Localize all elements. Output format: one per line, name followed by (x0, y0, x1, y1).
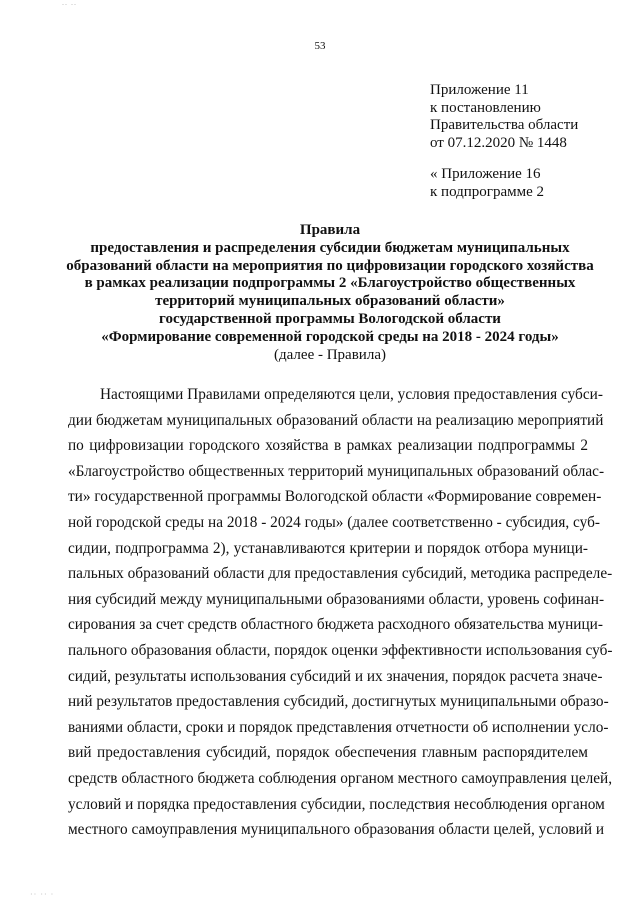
document-title (60, 222, 600, 364)
appendix-line: от 07.12.2020 № 1448 (430, 134, 567, 151)
body-line: ний результатов предоставления субсидий, достигнутых муниципальными образо- (68, 693, 609, 711)
body-line: по цифровизации городского хозяйства в рамках реализации подпрограммы 2 (68, 437, 588, 455)
appendix-line: к постановлению (430, 99, 541, 116)
body-line: пальных образований области для предоставления субсидий, методика распределе- (68, 565, 613, 583)
body-line: условий и порядка предоставления субсидии, последствия несоблюдения органом (68, 795, 605, 813)
body-line: Настоящими Правилами определяются цели, условия предоставления субси- (100, 386, 603, 403)
title-line: «Формирование современной городской среды на 2018 - 2024 годы» (101, 328, 559, 345)
subprogram-appendix-reference (430, 166, 544, 201)
appendix-sub-line: « Приложение 16 (430, 166, 541, 182)
body-line: вий предоставления субсидий, порядок обеспечения главным распорядителем (68, 744, 588, 762)
title-heading: Правила (299, 222, 361, 238)
appendix-reference (430, 82, 578, 152)
scan-artifact-bottom: ·· ·· · (30, 890, 55, 899)
appendix-line: Правительства области (430, 117, 579, 133)
appendix-sub-line: к подпрограмме 2 (430, 183, 544, 200)
body-line: ния субсидий между муниципальными образованиями области, уровень софинан- (68, 590, 605, 608)
title-note: (далее - Правила) (274, 346, 386, 363)
body-line: ной городской среды на 2018 - 2024 годы» (далее соответственно - субсидия, суб- (68, 513, 600, 531)
appendix-line: Приложение 11 (430, 82, 529, 98)
body-paragraph (68, 382, 613, 843)
scan-artifact-top: .. .. (62, 0, 77, 7)
body-line: «Благоустройство общественных территорий муниципальных образований облас- (68, 462, 605, 480)
body-line: ваниями области, сроки и порядок представления отчетности об исполнении усло- (68, 718, 609, 736)
body-line: пального образования области, порядок оценки эффективности использования суб- (68, 641, 613, 659)
body-line: местного самоуправления муниципального образования области целей, условий и (68, 821, 605, 839)
title-line: предоставления и распределения субсидии бюджетам муниципальных (90, 239, 570, 256)
body-line: средств областного бюджета соблюдения органом местного самоуправления целей, (68, 769, 613, 787)
body-line: сидии, подпрограмма 2), устанавливаются критерии и порядок отбора муници- (68, 539, 588, 557)
title-line: в рамках реализации подпрограммы 2 «Благоустройство общественных (84, 275, 576, 292)
body-line: сидий, результаты использования субсидий и их значения, порядок расчета значе- (68, 667, 603, 685)
body-line: ти» государственной программы Вологодской области «Формирование современ- (68, 488, 602, 506)
title-line: государственной программы Вологодской области (159, 310, 501, 327)
title-line: образований области на мероприятия по цифровизации городского хозяйства (66, 257, 594, 274)
body-line: сирования за счет средств областного бюджета расходного обязательства муници- (68, 616, 603, 634)
body-line: дии бюджетам муниципальных образований области на реализацию мероприятий (68, 411, 604, 429)
title-line: территорий муниципальных образований области» (155, 293, 505, 310)
page-number: 53 (314, 40, 326, 52)
